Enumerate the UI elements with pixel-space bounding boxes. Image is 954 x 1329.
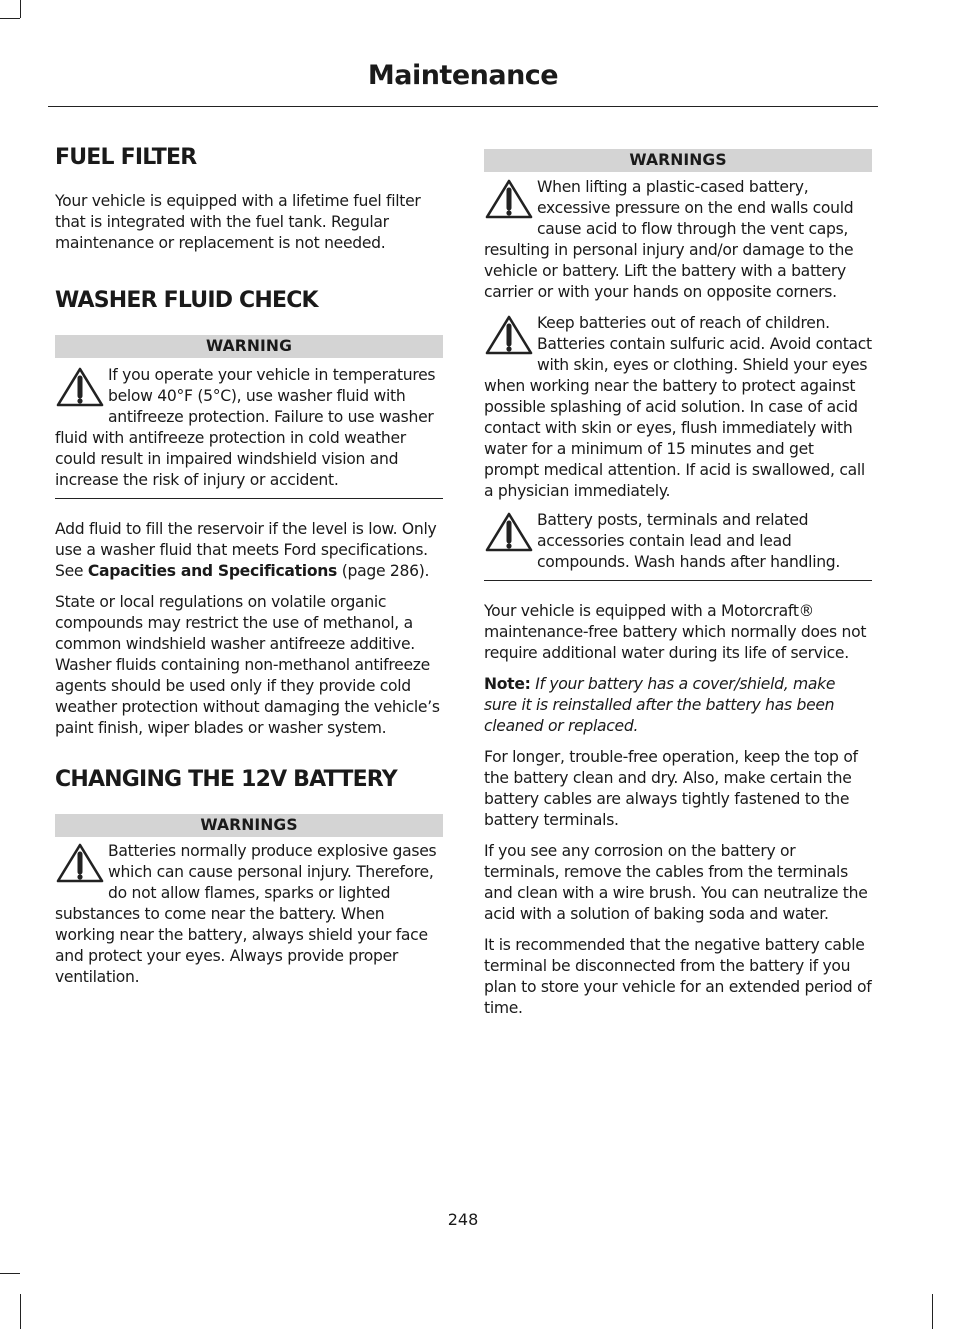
battery-heading: CHANGING THE 12V BATTERY — [55, 766, 397, 792]
battery-warning-text: Batteries normally produce explosive gases which can cause personal injury. Therefore, do not allow flames, sparks or lighted substances to come near the battery. When working near the battery, always shield your face and protect your eyes. Always provide proper ventilation. — [55, 842, 437, 987]
page-title: Maintenance — [367, 60, 559, 91]
warning-triangle-icon — [55, 366, 105, 408]
crop-mark — [20, 0, 21, 18]
warning-triangle-icon — [484, 511, 534, 553]
page-number: 248 — [447, 1210, 479, 1229]
right-column — [484, 149, 872, 1019]
warning-triangle-icon — [55, 842, 105, 884]
note-label: Note: — [484, 675, 531, 693]
warning-item — [484, 313, 872, 502]
note-text: If your battery has a cover/shield, make sure it is reinstalled after the battery has been cleaned or replaced. — [484, 675, 836, 735]
battery-lifting-warning: When lifting a plastic-cased battery, excessive pressure on the end walls could cause acid to flow through the vent caps, resulting in personal injury and/or damage to the vehicle or battery. Lift the battery with a battery carrier or with your hands on opposite corners. — [484, 178, 854, 301]
warning-banner: WARNING — [55, 335, 443, 358]
warning-item — [484, 177, 872, 303]
battery-lead-warning: Battery posts, terminals and related accessories contain lead and lead compounds. Wash hands after handling. — [537, 511, 841, 571]
battery-paragraph-3: If you see any corrosion on the battery or terminals, remove the cables from the terminals and clean with a wire brush. You can neutralize the acid with a solution of baking soda and water. — [484, 842, 868, 923]
washer-warning-text: If you operate your vehicle in temperatures below 40°F (5°C), use washer fluid with antifreeze protection. Failure to use washer fluid with antifreeze protection in cold weather could result in impaired windshield vision and increase the risk of injury or accident. — [55, 365, 436, 489]
left-column — [55, 145, 443, 988]
warning-item — [55, 365, 443, 491]
crop-mark — [932, 1294, 933, 1329]
crop-mark — [0, 18, 20, 19]
washer-fluid-heading: WASHER FLUID CHECK — [55, 288, 318, 314]
crop-mark — [0, 1273, 20, 1274]
washer-fluid-paragraph: Add fluid to fill the reservoir if the level is low. Only use a washer fluid that meets Ford specifications. See Capacities and Specifications (page 286). — [55, 519, 437, 580]
battery-paragraph-1: Your vehicle is equipped with a Motorcraft® maintenance-free battery which normally does not require additional water during its life of service. — [484, 602, 867, 662]
cross-reference-link[interactable]: Capacities and Specifications — [87, 561, 338, 580]
battery-paragraph-2: For longer, trouble-free operation, keep the top of the battery clean and dry. Also, make certain the battery cables are always tightly fastened to the battery terminals. — [484, 748, 858, 829]
warnings-banner: WARNINGS — [484, 149, 872, 172]
header-divider — [48, 106, 878, 107]
fuel-filter-heading: FUEL FILTER — [55, 145, 197, 170]
battery-paragraph-4: It is recommended that the negative battery cable terminal be disconnected from the battery if you plan to store your vehicle for an extended period of time. — [484, 936, 872, 1017]
crop-mark — [20, 1294, 21, 1329]
warnings-banner: WARNINGS — [55, 814, 443, 837]
fuel-filter-text: Your vehicle is equipped with a lifetime fuel filter that is integrated with the fuel tank. Regular maintenance or replacement is not needed. — [55, 192, 421, 253]
warning-triangle-icon — [484, 314, 534, 356]
washer-regulations-paragraph: State or local regulations on volatile organic compounds may restrict the use of methanol, a common windshield washer antifreeze additive. Washer fluids containing non-methanol antifreeze agents should be used only if they provide cold weather protection without damaging the vehicle’s paint finish, wiper blades or washer system. — [55, 592, 440, 737]
battery-note — [484, 674, 872, 737]
warning-item — [55, 841, 443, 988]
warning-item — [484, 510, 872, 573]
battery-acid-warning: Keep batteries out of reach of children. Batteries contain sulfuric acid. Avoid contact with skin, eyes or clothing. Shield your eyes when working near the battery to protect against possible splashing of acid solution. In case of acid contact with skin or eyes, flush immediately with water for a minimum of 15 minutes and get prompt medical attention. If acid is swallowed, call a physician immediately. — [484, 314, 872, 500]
warning-triangle-icon — [484, 178, 534, 220]
